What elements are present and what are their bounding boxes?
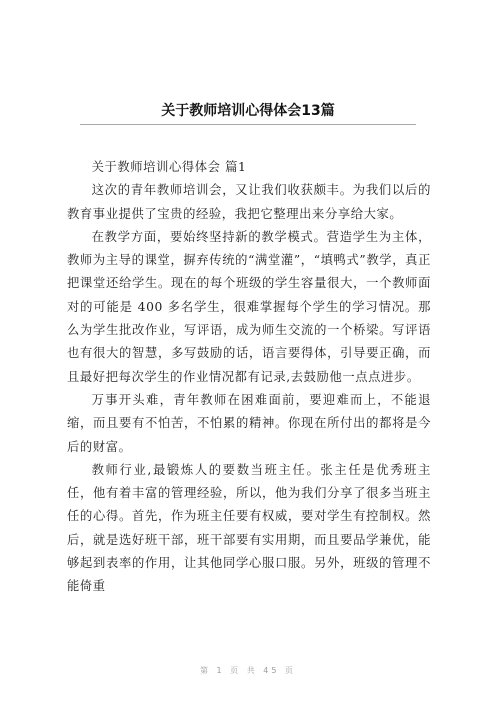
paragraph: 在教学方面，要始终坚持新的教学模式。营造学生为主体，教师为主导的课堂，摒弃传统的“满堂灌”，“填鸭式”教学，真正把课堂还给学生。现在的每个班级的学生容量很大，一个教师面对的可能是 400 多名学生，很难掌握每个学生的学习情况。那么为学生批改作业，写评语，成为师生交流的一个桥梁。写评语也有很大的智慧，多写鼓励的话，语言要得体，引导要正确，而且最好把每次学生的作业情况都有记录,去鼓励他一点点进步。 [67, 229, 431, 384]
paragraph: 这次的青年教师培训会，又让我们收获颇丰。为我们以后的教育事业提供了宝贵的经验，我把它整理出来分享给大家。 [67, 183, 431, 221]
paragraph: 教师行业,最锻炼人的要数当班主任。张主任是优秀班主任，他有着丰富的管理经验，所以，他为我们分享了很多当班主任的心得。首先，作为班主任要有权威，要对学生有控制权。然后，就是选好班干部，班干部要有实用期，而且要品学兼优，能够起到表率的作用，让其他同学心服口服。另外，班级的管理不能倚重 [67, 462, 431, 594]
page-number-footer: 第 1 页 共 45 页 [200, 666, 296, 675]
section-heading: 关于教师培训心得体会 篇1 [91, 160, 247, 174]
title-divider [80, 124, 416, 125]
document-title: 关于教师培训心得体会13篇 [161, 103, 335, 119]
document-body [67, 156, 431, 599]
paragraph: 万事开头难，青年教师在困难面前，要迎难而上，不能退缩，而且要有不怕苦，不怕累的精神。你现在所付出的都将是今后的财富。 [67, 392, 431, 454]
